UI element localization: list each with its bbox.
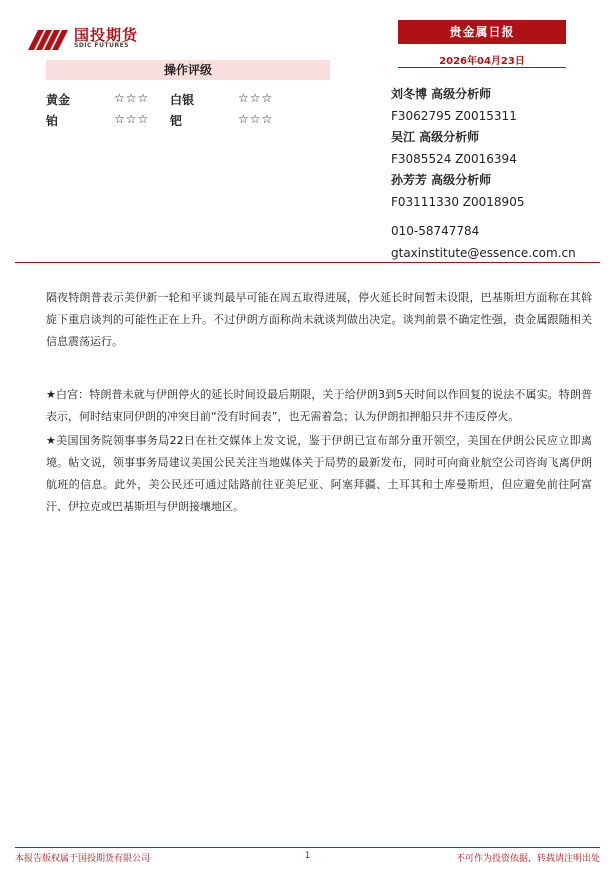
rating-stars: ☆☆☆	[114, 112, 150, 126]
analyst-name: 吴江 高级分析师	[391, 130, 480, 144]
analyst-list	[391, 84, 591, 213]
rating-section-title: 操作评级	[46, 60, 330, 80]
analyst-license: F03111330 Z0018905	[391, 194, 525, 209]
news-paragraph: ★美国国务院领事事务局22日在社交媒体上发文说，鉴于伊朗已宣布部分重开领空，美国在伊朗公民应立即离境。帖文说，领事事务局建议美国公民关注当地媒体关于局势的最新发布，同时可向商业航空公司咨询飞离伊朗航班的信息。此外，美公民还可通过陆路前往亚美尼亚、阿塞拜疆、土耳其和土库曼斯坦，但应避免前往阿富汗、伊拉克或巴基斯坦与伊朗接壤地区。	[46, 434, 592, 513]
analyst-name: 刘冬博 高级分析师	[391, 87, 492, 101]
contact-info	[391, 220, 601, 264]
rating-stars: ☆☆☆	[238, 91, 274, 105]
footer-disclaimer: 不可作为投资依据，转载请注明出处	[455, 854, 600, 864]
news-paragraph: ★白宫：特朗普未就与伊朗停火的延长时间设最后期限，关于给伊朗3到5天时间以作回复的说法不属实。特朗普表示，何时结束同伊朗的冲突目前“没有时间表”，也无需着急；认为伊朗扣押船只并不违反停火。	[46, 388, 592, 423]
logo-text-cn: 国投期货	[74, 26, 139, 44]
contact-email[interactable]: gtaxinstitute@essence.com.cn	[391, 246, 576, 260]
rating-stars: ☆☆☆	[114, 91, 150, 105]
rating-stars: ☆☆☆	[238, 112, 274, 126]
company-logo	[26, 24, 156, 54]
rating-row	[46, 91, 306, 107]
report-date: 2026年04月23日	[439, 56, 525, 67]
header-divider	[15, 262, 600, 263]
rating-item-name: 铂	[46, 114, 59, 128]
footer-divider	[15, 847, 600, 848]
rating-item-name: 白银	[170, 93, 195, 107]
rating-item-name: 黄金	[46, 93, 71, 107]
analyst-name: 孙芳芳 高级分析师	[391, 173, 492, 187]
footer-copyright: 本报告版权属于国投期货有限公司	[15, 854, 151, 864]
date-underline	[398, 67, 566, 68]
rating-row	[46, 112, 306, 128]
summary-paragraph: 隔夜特朗普表示美伊新一轮和平谈判最早可能在周五取得进展，停火延长时间暂未设限，巴基斯坦方面称在其斡旋下重启谈判的可能性正在上升。不过伊朗方面称尚未就谈判做出决定。谈判前景不确定性强，贵金属跟随相关信息震荡运行。	[46, 291, 592, 348]
contact-phone: 010-58747784	[391, 224, 480, 238]
rating-item-name: 钯	[170, 114, 183, 128]
analyst-license: F3085524 Z0016394	[391, 151, 517, 166]
report-title-banner: 贵金属日报	[398, 20, 566, 44]
logo-text-en: SDIC FUTURES	[74, 42, 130, 49]
logo-mark-icon	[26, 24, 70, 52]
analyst-license: F3062795 Z0015311	[391, 108, 517, 123]
page-number: 1	[304, 851, 311, 861]
